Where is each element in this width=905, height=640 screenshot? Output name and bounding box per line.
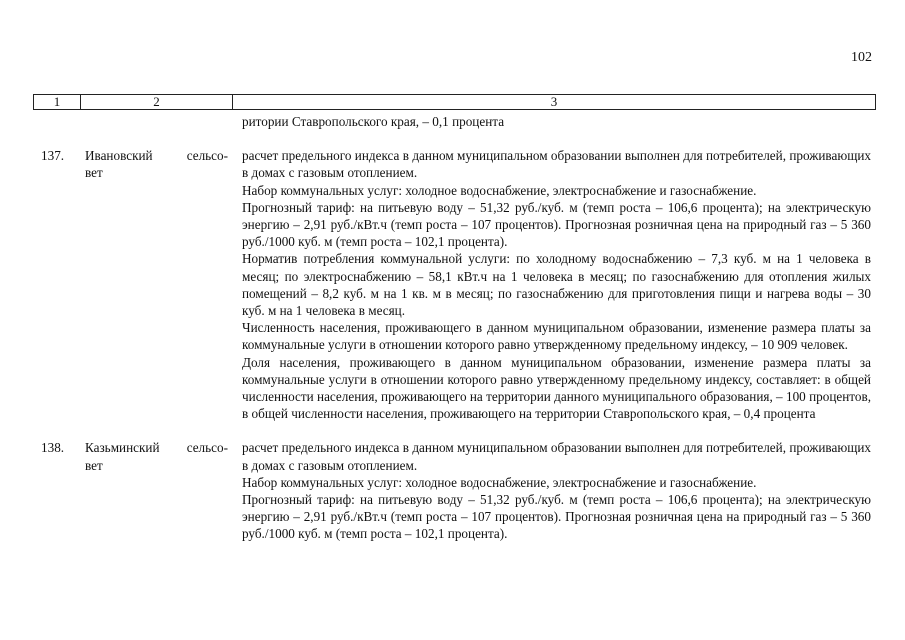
- municipality-name-line2: вет: [85, 457, 103, 473]
- header-col-3: 3: [550, 94, 558, 109]
- row-number: 138.: [41, 440, 65, 456]
- continuation-row: [33, 113, 876, 130]
- table-body: [33, 113, 876, 543]
- header-col-1: 1: [34, 95, 81, 109]
- continuation-text: ритории Ставропольского края, – 0,1 процента: [242, 114, 505, 129]
- paragraph: Набор коммунальных услуг: холодное водоснабжение, электроснабжение и газоснабжение.: [242, 474, 757, 490]
- paragraph: Прогнозный тариф: на питьевую воду – 51,32 руб./куб. м (темп роста – 106,6 процента); на электрическую энергию – 2,91 руб./кВт.ч (темп роста – 107 процентов). Прогнозная розничная цена на природный газ – 5 360 руб./1000 куб. м (темп роста – 102,1 процента).: [242, 492, 871, 542]
- table-row: [33, 147, 876, 422]
- municipality-name-line2: вет: [85, 165, 103, 181]
- municipality-name-line1: Ивановский сельсо-: [85, 148, 228, 164]
- paragraph: Набор коммунальных услуг: холодное водоснабжение, электроснабжение и газоснабжение.: [242, 182, 757, 198]
- paragraph: Численность населения, проживающего в данном муниципальном образовании, изменение размера платы за коммунальные услуги в отношении которого равно утвержденному предельному индексу, – 10 909 человек.: [242, 320, 871, 353]
- row-description: [240, 147, 876, 422]
- paragraph: расчет предельного индекса в данном муниципальном образовании выполнен для потребителей, проживающих в домах с газовым отоплением.: [242, 440, 871, 473]
- header-col-2: 2: [81, 95, 233, 109]
- paragraph: Норматив потребления коммунальной услуги: по холодному водоснабжению – 7,3 куб. м на 1 человека в месяц; по электроснабжению – 58,1 кВт.ч на 1 человека в месяц; по газоснабжению для отопления жилых помещений – 8,2 куб. м на 1 кв. м в месяц; по газоснабжению для приготовления пищи и нагрева воды – 30 куб. м на 1 человека в месяц.: [242, 251, 871, 319]
- table-row: [33, 439, 876, 542]
- table-header: [33, 94, 876, 110]
- row-description: [240, 439, 876, 542]
- municipality-name: [85, 439, 240, 542]
- row-number: 137.: [41, 148, 65, 164]
- municipality-name: [85, 147, 240, 422]
- paragraph: Прогнозный тариф: на питьевую воду – 51,32 руб./куб. м (темп роста – 106,6 процента); на электрическую энергию – 2,91 руб./кВт.ч (темп роста – 107 процентов). Прогнозная розничная цена на природный газ – 5 360 руб./1000 куб. м (темп роста – 102,1 процента).: [242, 199, 871, 250]
- paragraph: Доля населения, проживающего в данном муниципальном образовании, изменение размера платы за коммунальные услуги в отношении которого равно утвержденному предельному индексу, составляет: в общей численности населения, проживающего на территории данного муниципального образования, – 100 процентов, в общей численности населения, проживающего на территории Ставропольского края, – 0,4 процента: [242, 354, 871, 422]
- paragraph: расчет предельного индекса в данном муниципальном образовании выполнен для потребителей, проживающих в домах с газовым отоплением.: [242, 148, 871, 181]
- municipality-name-line1: Казьминский сельсо-: [85, 440, 228, 456]
- page-number: 102: [851, 50, 872, 65]
